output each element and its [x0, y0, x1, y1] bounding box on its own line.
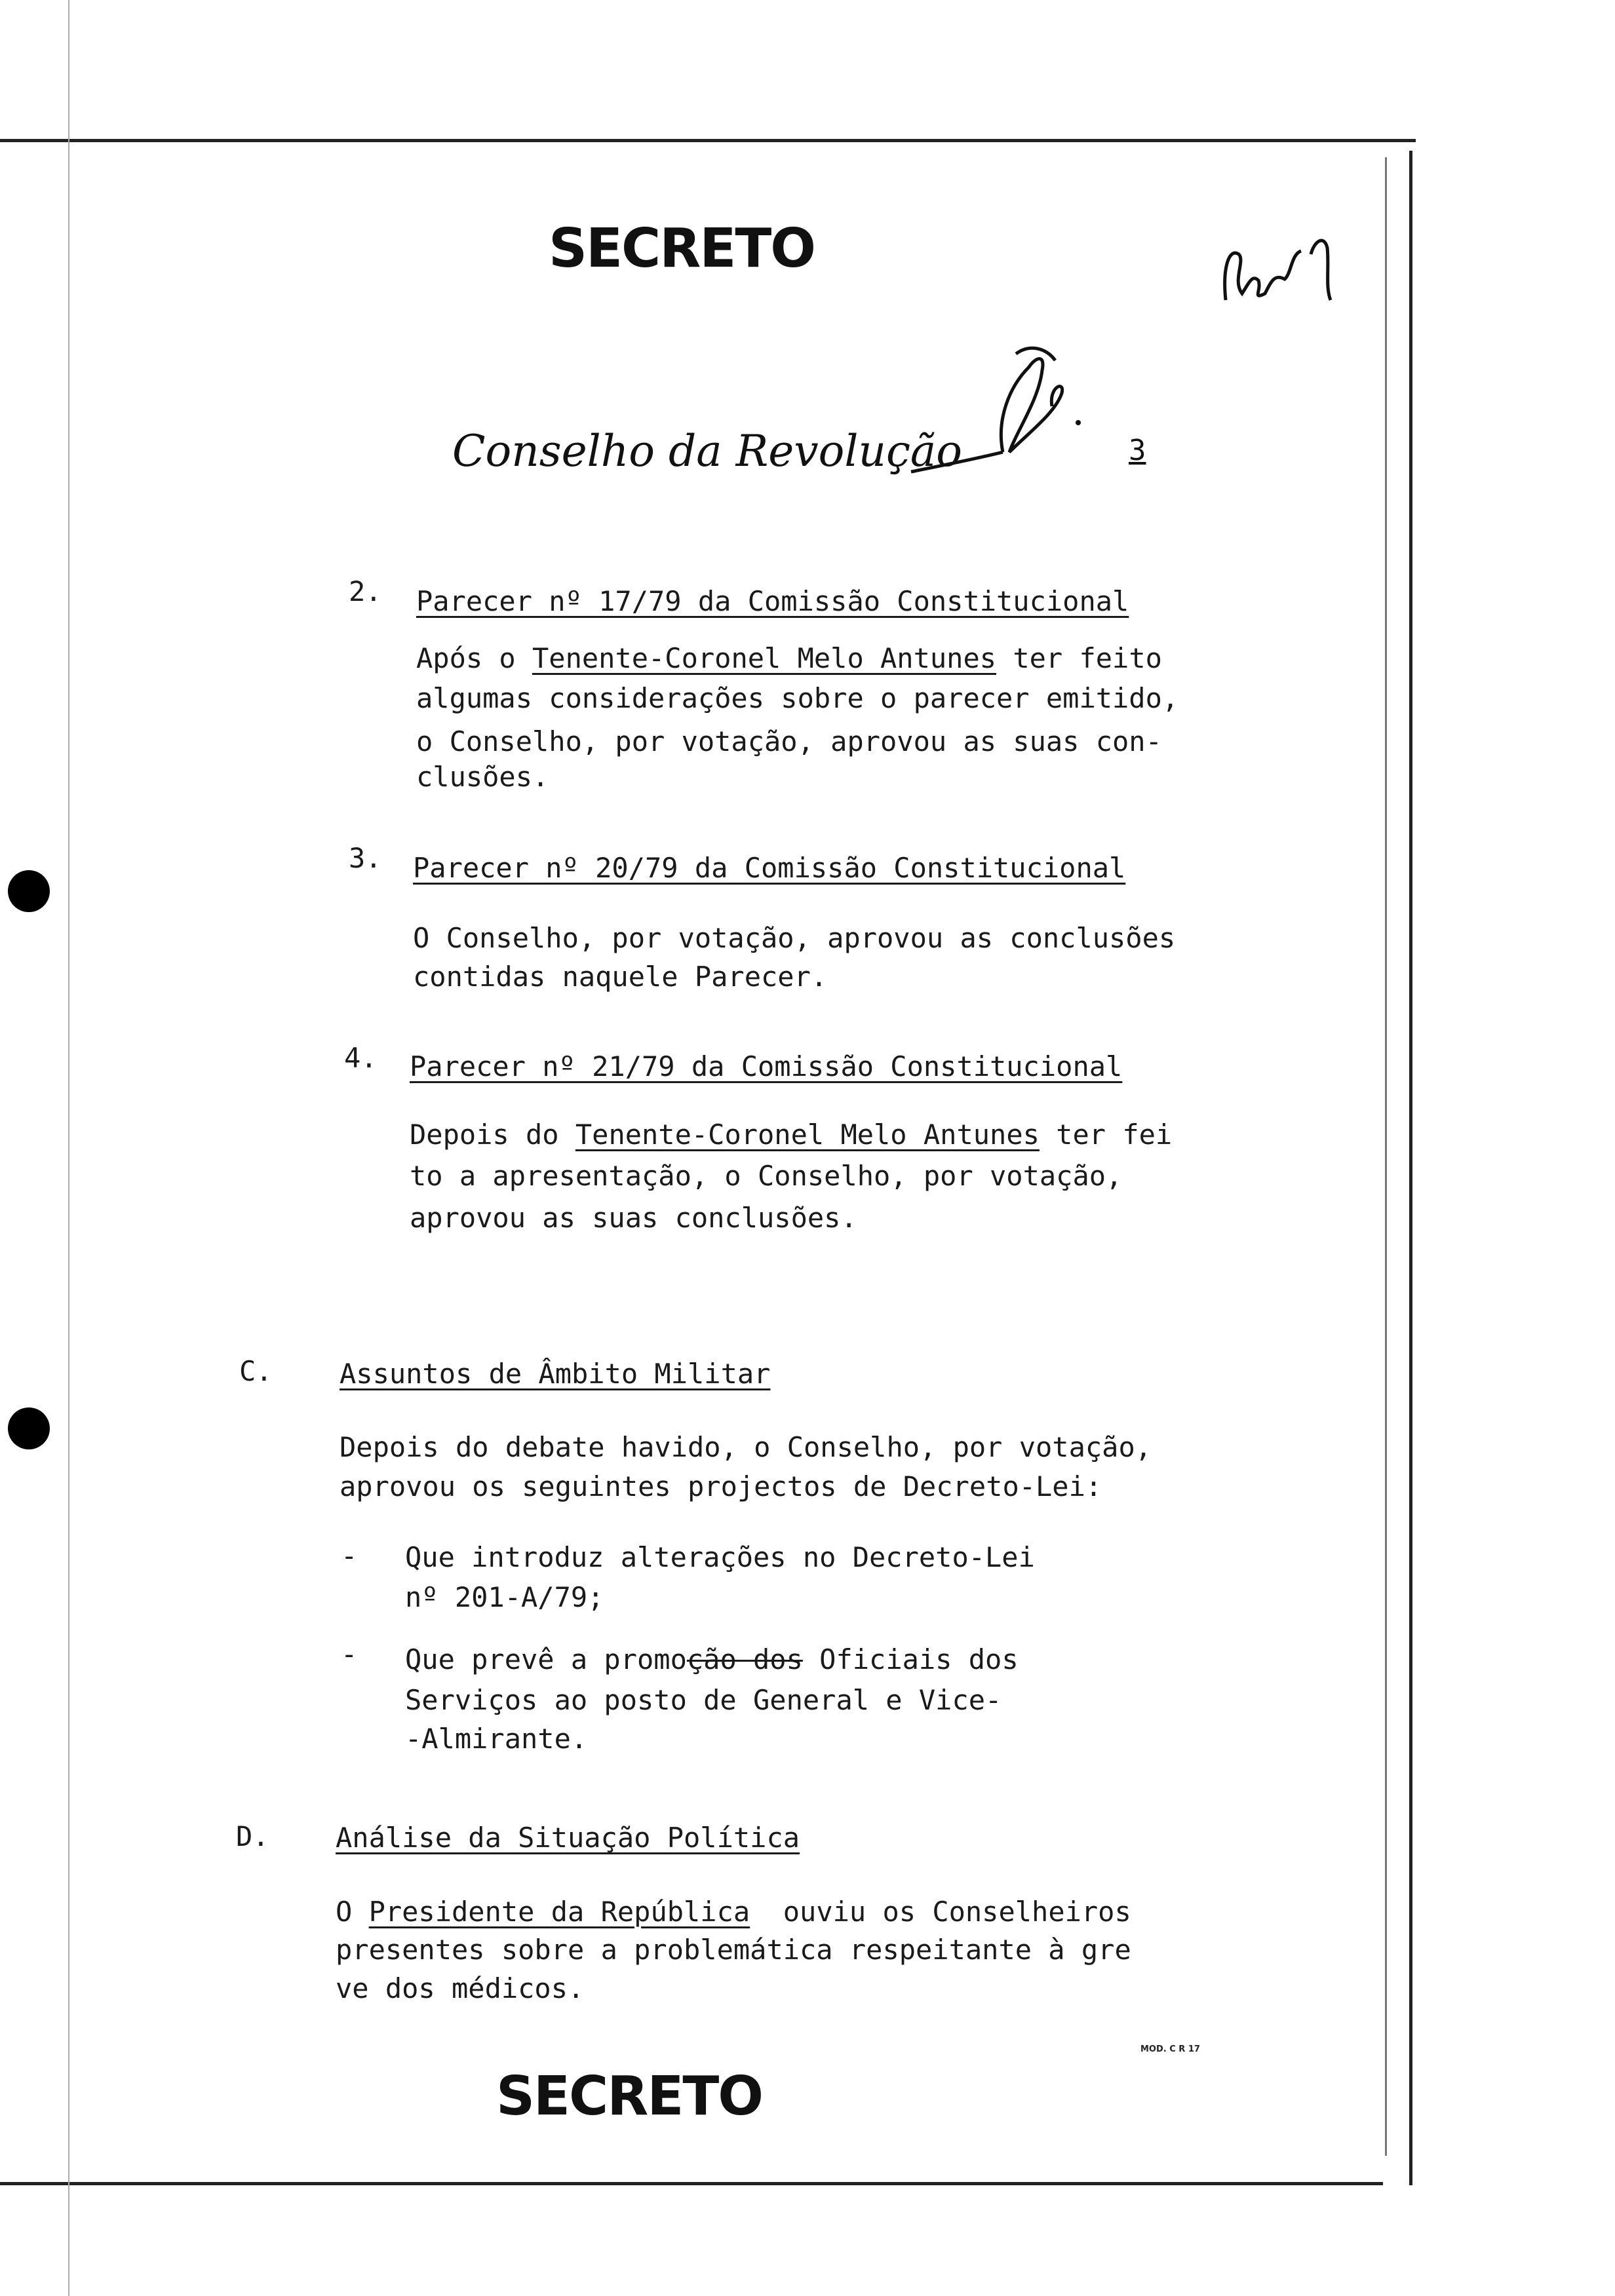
body-line: aprovou os seguintes projectos de Decreto-Lei: — [340, 1470, 1102, 1502]
body-line: aprovou as suas conclusões. — [410, 1202, 857, 1234]
item-title: Parecer nº 21/79 da Comissão Constitucional — [410, 1050, 1123, 1082]
person-title: Presidente da República — [368, 1896, 750, 1928]
body-line: contidas naquele Parecer. — [413, 961, 828, 993]
body-line: presentes sobre a problemática respeitante à gre — [336, 1934, 1131, 1966]
bullet-line: Que prevê a promoção dos Oficiais dos — [405, 1643, 1019, 1675]
item-number: 3. — [349, 842, 382, 874]
section-letter: D. — [236, 1820, 269, 1852]
form-code: MOD. C R 17 — [1140, 2044, 1200, 2054]
item-title: Parecer nº 20/79 da Comissão Constitucional — [413, 852, 1126, 884]
body-line: Depois do debate havido, o Conselho, por votação, — [340, 1431, 1152, 1463]
bullet-line: -Almirante. — [405, 1723, 588, 1755]
punch-hole-bottom — [8, 1407, 50, 1449]
body-line: o Conselho, por votação, aprovou as suas con- — [416, 725, 1162, 757]
bullet-line: Que introduz alterações no Decreto-Lei — [405, 1541, 1035, 1573]
bullet-marker: - — [341, 1540, 358, 1572]
classification-stamp-top: SECRETO — [548, 218, 815, 280]
section-title: Assuntos de Âmbito Militar — [340, 1358, 771, 1390]
body-line: ve dos médicos. — [336, 1972, 585, 2004]
initials-mark — [1213, 228, 1344, 333]
body-line: O Presidente da República ouviu os Conselheiros — [336, 1896, 1131, 1928]
body-line: Depois do Tenente-Coronel Melo Antunes ter fei — [410, 1119, 1173, 1151]
body-line: clusões. — [416, 761, 549, 793]
body-line: O Conselho, por votação, aprovou as conclusões — [413, 922, 1176, 954]
item-number: 4. — [344, 1042, 378, 1074]
classification-stamp-bottom: SECRETO — [496, 2065, 763, 2128]
person-name: Tenente-Coronel Melo Antunes — [575, 1119, 1040, 1151]
person-name: Tenente-Coronel Melo Antunes — [532, 642, 997, 674]
bullet-marker: - — [341, 1638, 358, 1670]
letterhead-title: Conselho da Revolução — [452, 426, 963, 476]
struck-text: ção dos — [686, 1643, 803, 1675]
section-title: Análise da Situação Política — [336, 1822, 800, 1854]
body-line: Após o Tenente-Coronel Melo Antunes ter feito — [416, 642, 1162, 674]
bullet-line: Serviços ao posto de General e Vice- — [405, 1684, 1002, 1716]
page-number: 3 — [1129, 434, 1146, 467]
body-line: to a apresentação, o Conselho, por votação, — [410, 1160, 1123, 1192]
item-number: 2. — [349, 575, 382, 607]
section-letter: C. — [239, 1355, 273, 1387]
bullet-line: nº 201-A/79; — [405, 1581, 604, 1613]
punch-hole-top — [8, 870, 50, 912]
body-line: algumas considerações sobre o parecer emitido, — [416, 682, 1179, 714]
item-title: Parecer nº 17/79 da Comissão Constitucional — [416, 585, 1129, 617]
